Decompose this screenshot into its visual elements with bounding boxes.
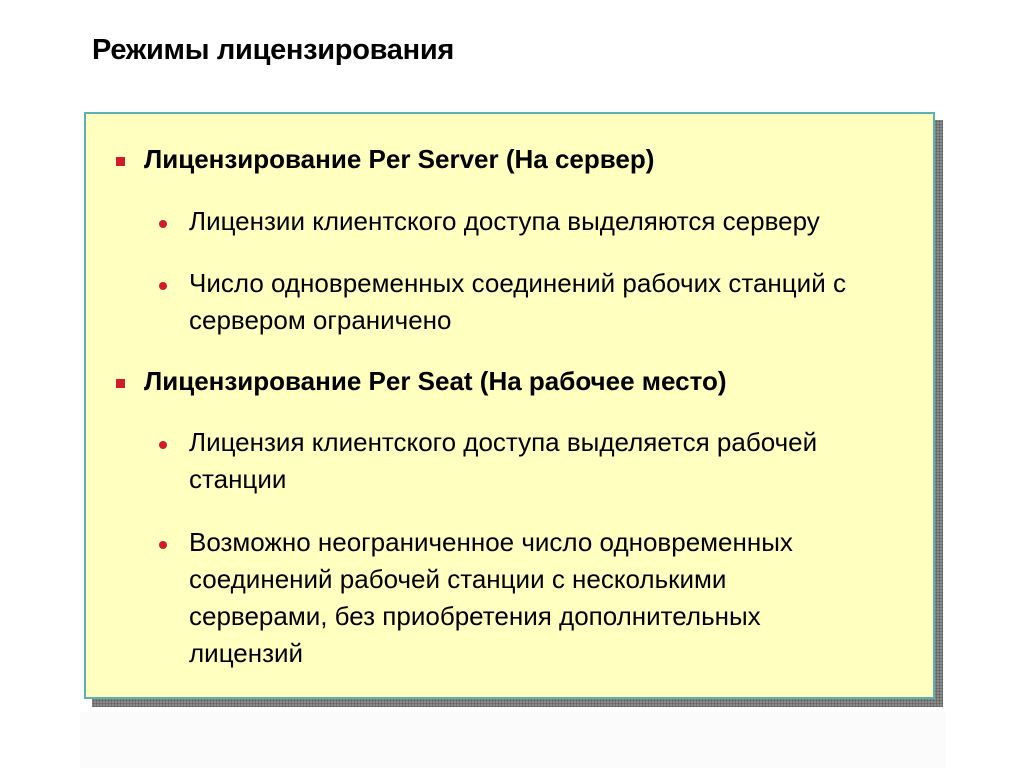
section-heading-per-seat: Лицензирование Per Seat (На рабочее место)	[144, 366, 727, 396]
footer-band	[80, 712, 946, 768]
slide-title: Режимы лицензирования	[92, 34, 454, 66]
list-item: Число одновременных соединений рабочих станций с сервером ограничено	[189, 268, 846, 335]
round-bullet-icon	[159, 282, 167, 290]
round-bullet-icon	[159, 541, 167, 549]
list-item: Возможно неограниченное число одновременных соединений рабочей станции с несколькими серверами, без приобретения дополнительных лицензий	[189, 527, 793, 668]
list-item: Лицензии клиентского доступа выделяются серверу	[189, 206, 820, 236]
section-heading-per-server: Лицензирование Per Server (На сервер)	[144, 144, 655, 174]
round-bullet-icon	[159, 220, 167, 228]
bullet-list	[86, 114, 933, 697]
square-bullet-icon	[116, 379, 125, 388]
round-bullet-icon	[159, 441, 167, 449]
list-item: Лицензия клиентского доступа выделяется рабочей станции	[189, 427, 818, 494]
square-bullet-icon	[116, 157, 125, 166]
content-panel	[84, 112, 935, 699]
